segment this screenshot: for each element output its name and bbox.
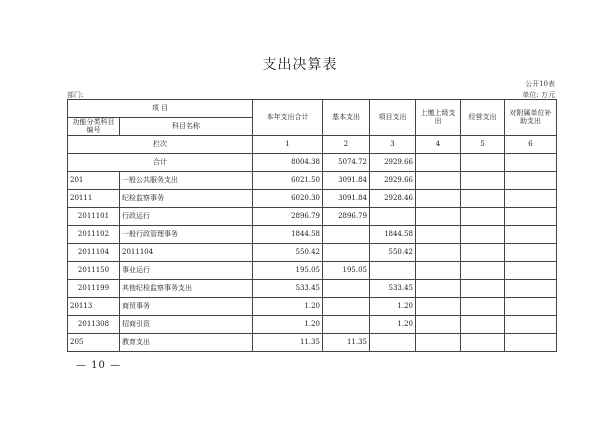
row-value-c6 — [505, 280, 557, 298]
row-name: 一般行政管理事务 — [120, 226, 253, 244]
table-row — [68, 226, 557, 244]
row-value-total: 11.35 — [253, 334, 323, 352]
row-value-basic: 195.05 — [323, 262, 370, 280]
lanci-2: 2 — [323, 136, 370, 154]
row-value-c6 — [505, 172, 557, 190]
total-label: 合计 — [68, 154, 253, 172]
row-name: 2011104 — [120, 244, 253, 262]
row-value-c6 — [505, 334, 557, 352]
row-value-project — [370, 334, 416, 352]
row-code: 20113 — [68, 298, 120, 316]
row-value-basic: 11.35 — [323, 334, 370, 352]
row-value-c4 — [416, 262, 461, 280]
row-value-basic — [323, 298, 370, 316]
row-value-c6 — [505, 262, 557, 280]
row-value-basic: 3091.84 — [323, 172, 370, 190]
table-row — [68, 316, 557, 334]
row-name: 行政运行 — [120, 208, 253, 226]
header-col-project: 项目支出 — [370, 100, 416, 136]
row-value-c6 — [505, 208, 557, 226]
row-value-basic: 5074.72 — [323, 154, 370, 172]
table-row — [68, 172, 557, 190]
department-label: 部门: — [67, 91, 84, 99]
row-value-project: 2929.66 — [370, 154, 416, 172]
row-name: 一般公共服务支出 — [120, 172, 253, 190]
header-col-upper: 上缴上级支出 — [416, 100, 461, 136]
lanci-label: 栏次 — [68, 136, 253, 154]
header-row-group — [68, 100, 557, 118]
row-value-c4 — [416, 208, 461, 226]
row-value-total: 550.42 — [253, 244, 323, 262]
row-value-total: 1.20 — [253, 298, 323, 316]
row-value-total: 1844.58 — [253, 226, 323, 244]
lanci-4: 4 — [416, 136, 461, 154]
row-value-c6 — [505, 298, 557, 316]
lanci-6: 6 — [505, 136, 557, 154]
row-value-project: 1.20 — [370, 316, 416, 334]
row-value-c5 — [461, 298, 505, 316]
page-title: 支出决算表 — [262, 57, 338, 73]
row-value-c5 — [461, 226, 505, 244]
page-number: — 10 — — [76, 360, 122, 371]
row-value-total: 6020.30 — [253, 190, 323, 208]
row-value-basic — [323, 316, 370, 334]
row-value-c5 — [461, 154, 505, 172]
row-value-c4 — [416, 244, 461, 262]
row-value-basic — [323, 244, 370, 262]
table-row — [68, 244, 557, 262]
header-col-operating: 经营支出 — [461, 100, 505, 136]
row-value-c6 — [505, 226, 557, 244]
row-value-basic — [323, 226, 370, 244]
row-code: 2011199 — [68, 280, 120, 298]
row-value-project: 550.42 — [370, 244, 416, 262]
row-value-c5 — [461, 244, 505, 262]
row-name: 商贸事务 — [120, 298, 253, 316]
row-value-c5 — [461, 190, 505, 208]
header-code: 功能分类科目编号 — [68, 118, 120, 136]
row-code: 20111 — [68, 190, 120, 208]
row-value-basic: 3091.84 — [323, 190, 370, 208]
row-value-total: 1.20 — [253, 316, 323, 334]
table-row — [68, 334, 557, 352]
table-row — [68, 298, 557, 316]
row-value-c6 — [505, 190, 557, 208]
lanci-3: 3 — [370, 136, 416, 154]
row-value-c4 — [416, 190, 461, 208]
header-item-group: 项 目 — [68, 100, 253, 118]
row-code: 2011104 — [68, 244, 120, 262]
row-value-c4 — [416, 316, 461, 334]
row-value-project — [370, 262, 416, 280]
row-value-total: 2896.79 — [253, 208, 323, 226]
header-name: 科目名称 — [120, 118, 253, 136]
header-col-basic: 基本支出 — [323, 100, 370, 136]
lanci-1: 1 — [253, 136, 323, 154]
row-value-c5 — [461, 334, 505, 352]
row-value-total: 8004.38 — [253, 154, 323, 172]
lanci-5: 5 — [461, 136, 505, 154]
row-value-basic — [323, 280, 370, 298]
row-code: 2011101 — [68, 208, 120, 226]
row-value-c5 — [461, 208, 505, 226]
unit-label: 单位: 万元 — [522, 91, 555, 99]
row-value-c4 — [416, 334, 461, 352]
row-value-c5 — [461, 280, 505, 298]
table-row — [68, 154, 557, 172]
row-value-c6 — [505, 244, 557, 262]
row-name: 招商引资 — [120, 316, 253, 334]
header-col-subsidy: 对附属单位补助支出 — [505, 100, 557, 136]
row-value-c4 — [416, 172, 461, 190]
header-col-total: 本年支出合计 — [253, 100, 323, 136]
table-row — [68, 262, 557, 280]
row-code: 201 — [68, 172, 120, 190]
row-value-c4 — [416, 298, 461, 316]
row-value-c4 — [416, 226, 461, 244]
row-code: 205 — [68, 334, 120, 352]
expenditure-table — [67, 99, 557, 352]
row-value-project: 1844.58 — [370, 226, 416, 244]
row-value-project: 2929.66 — [370, 172, 416, 190]
row-value-total: 195.05 — [253, 262, 323, 280]
row-value-c4 — [416, 280, 461, 298]
row-value-total: 6021.50 — [253, 172, 323, 190]
row-value-c6 — [505, 154, 557, 172]
row-code: 2011308 — [68, 316, 120, 334]
row-value-c5 — [461, 172, 505, 190]
row-value-basic: 2896.79 — [323, 208, 370, 226]
lanci-row — [68, 136, 557, 154]
row-value-project: 533.45 — [370, 280, 416, 298]
form-code: 公开10表 — [525, 80, 555, 88]
row-name: 事业运行 — [120, 262, 253, 280]
row-value-project — [370, 208, 416, 226]
row-code: 2011102 — [68, 226, 120, 244]
table-row — [68, 280, 557, 298]
table-row — [68, 190, 557, 208]
row-value-project: 1.20 — [370, 298, 416, 316]
table-row — [68, 208, 557, 226]
row-value-c4 — [416, 154, 461, 172]
row-value-c5 — [461, 316, 505, 334]
row-value-project: 2928.46 — [370, 190, 416, 208]
row-name: 其他纪检监察事务支出 — [120, 280, 253, 298]
row-value-c5 — [461, 262, 505, 280]
row-value-total: 533.45 — [253, 280, 323, 298]
row-name: 纪检监察事务 — [120, 190, 253, 208]
row-value-c6 — [505, 316, 557, 334]
row-code: 2011150 — [68, 262, 120, 280]
row-name: 教育支出 — [120, 334, 253, 352]
